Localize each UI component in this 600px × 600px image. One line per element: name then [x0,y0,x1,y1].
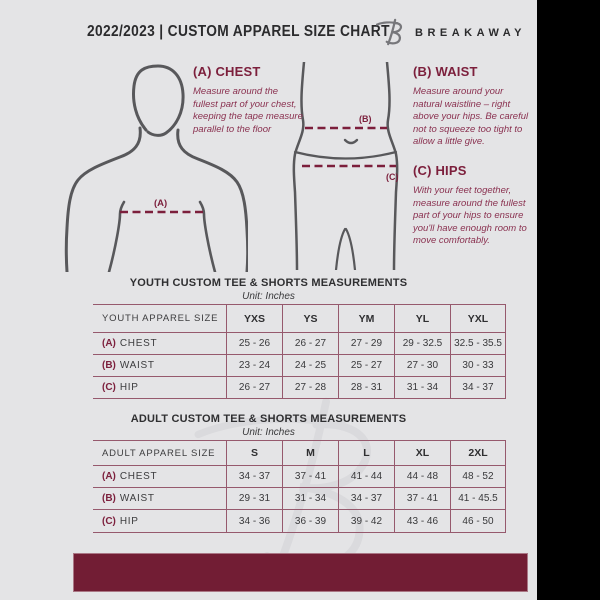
adult-cell: 36 - 39 [282,510,338,533]
adult-cell: 37 - 41 [394,488,450,510]
youth-cell: 28 - 31 [338,377,394,399]
hips-guide [413,163,533,248]
youth-row-label [93,377,226,399]
waist-guide-text: Measure around your natural waistline – right above your hips. Be careful not to squeeze too tight to allow a little give. [413,86,529,148]
chest-marker-label: (A) [154,198,168,209]
adult-cell: 41 - 45.5 [450,488,506,510]
adult-cell: 41 - 44 [338,466,394,488]
adult-size-table [93,440,506,533]
youth-size-table [93,304,506,399]
waist-guide-heading: (B) WAIST [413,64,478,79]
adult-size-header: XL [394,440,450,466]
youth-cell: 25 - 27 [338,355,394,377]
row-prefix: (C) [102,382,116,393]
youth-cell: 29 - 32.5 [394,333,450,355]
adult-cell: 44 - 48 [394,466,450,488]
adult-cell: 29 - 31 [226,488,282,510]
row-prefix: (A) [102,471,116,482]
adult-cell: 43 - 46 [394,510,450,533]
adult-size-header: 2XL [450,440,506,466]
adult-cell: 39 - 42 [338,510,394,533]
youth-size-header: YM [338,304,394,333]
chest-guide [193,64,305,136]
right-black-band [537,0,600,600]
adult-cell: 46 - 50 [450,510,506,533]
hips-guide-text: With your feet together, measure around the fullest part of your hips to ensure you'll have enough room to move comfortably. [413,185,527,247]
chest-guide-heading: (A) CHEST [193,64,261,79]
youth-cell: 27 - 30 [394,355,450,377]
adult-size-header: M [282,440,338,466]
youth-cell: 25 - 26 [226,333,282,355]
youth-size-header: YXL [450,304,506,333]
youth-cell: 23 - 24 [226,355,282,377]
row-name: HIP [119,515,139,527]
adult-cell: 48 - 52 [450,466,506,488]
row-prefix: (C) [102,515,116,527]
youth-cell: 27 - 29 [338,333,394,355]
adult-cell: 37 - 41 [282,466,338,488]
youth-cell: 24 - 25 [282,355,338,377]
row-name: WAIST [119,493,155,504]
youth-size-header: YS [282,304,338,333]
youth-cell: 31 - 34 [394,377,450,399]
row-prefix: (B) [102,360,116,371]
adult-cell: 34 - 36 [226,510,282,533]
footer-bar [73,553,528,592]
adult-row-label [93,488,226,510]
row-name: CHEST [119,471,158,482]
youth-cell: 34 - 37 [450,377,506,399]
hips-guide-heading: (C) HIPS [413,163,467,178]
youth-size-header: YXS [226,304,282,333]
adult-cell: 34 - 37 [226,466,282,488]
row-name: WAIST [119,360,155,371]
row-name: CHEST [119,338,158,349]
adult-table-unit: Unit: Inches [242,427,295,438]
youth-col-header: YOUTH APPAREL SIZE [93,304,226,333]
adult-size-header: S [226,440,282,466]
breakaway-logo-icon [376,17,404,47]
adult-row-label [93,466,226,488]
waist-marker-label: (B) [359,114,372,124]
adult-row-label [93,510,226,533]
brand-name: BREAKAWAY [415,27,526,39]
row-prefix: (A) [102,338,116,349]
adult-size-header: L [338,440,394,466]
chest-guide-text: Measure around the fullest part of your chest, keeping the tape measure parallel to the floor [193,86,303,135]
youth-cell: 26 - 27 [226,377,282,399]
row-prefix: (B) [102,493,116,504]
youth-table-title: YOUTH CUSTOM TEE & SHORTS MEASUREMENTS [129,277,408,289]
adult-cell: 34 - 37 [338,488,394,510]
row-name: HIP [119,382,139,393]
hips-marker-label: (C) [386,172,399,182]
adult-col-header: ADULT APPAREL SIZE [93,440,226,466]
youth-row-label [93,355,226,377]
waist-guide [413,64,531,149]
youth-cell: 27 - 28 [282,377,338,399]
youth-size-header: YL [394,304,450,333]
youth-cell: 30 - 33 [450,355,506,377]
youth-cell: 32.5 - 35.5 [450,333,506,355]
youth-cell: 26 - 27 [282,333,338,355]
youth-table-unit: Unit: Inches [242,291,295,302]
adult-cell: 31 - 34 [282,488,338,510]
page-title: 2022/2023 | CUSTOM APPAREL SIZE CHART [87,23,390,40]
adult-table-title: ADULT CUSTOM TEE & SHORTS MEASUREMENTS [130,413,407,425]
youth-row-label [93,333,226,355]
